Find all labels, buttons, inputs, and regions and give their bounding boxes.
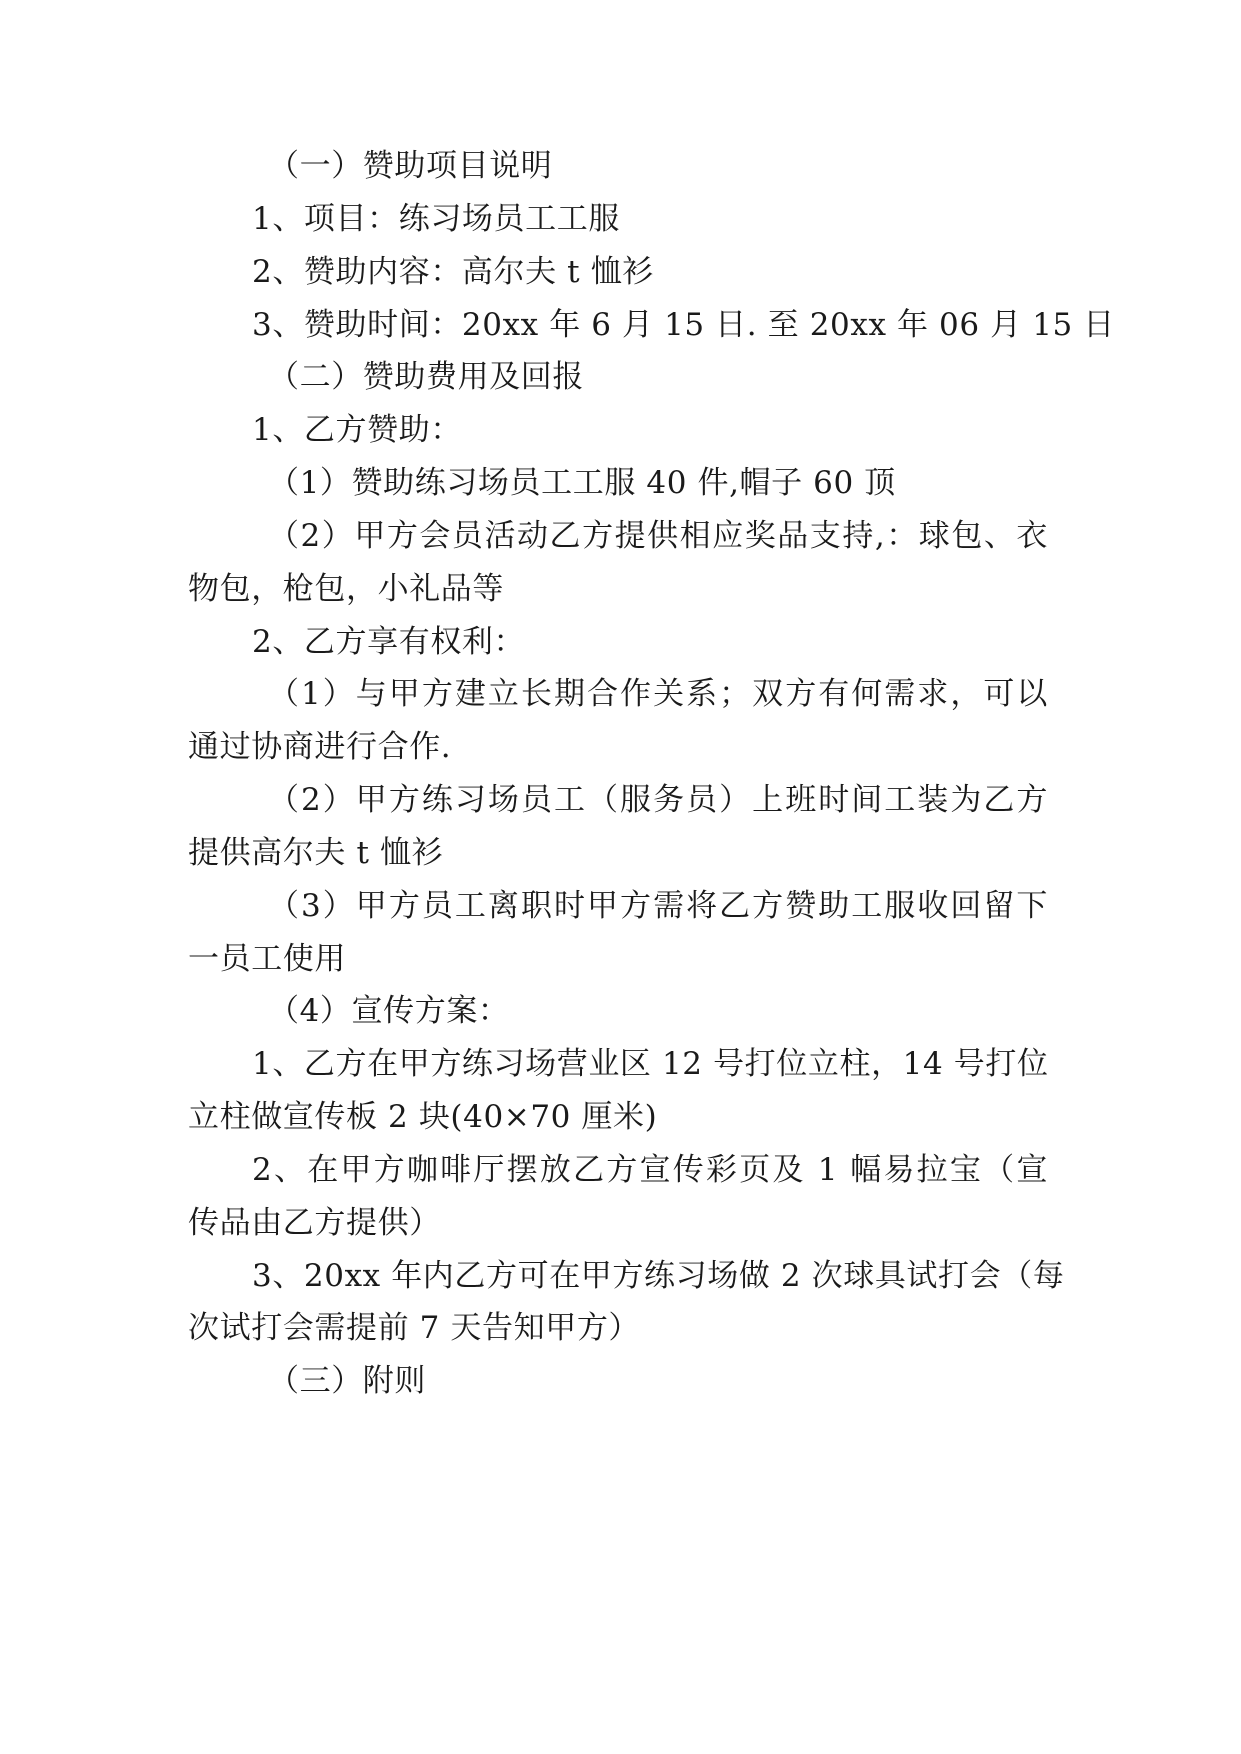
section2-item2-sub3-line2: 一员工使用 — [188, 941, 346, 977]
section2-item2-sub4: （4）宣传方案： — [268, 993, 510, 1029]
section2-item1-sub2-line1: （2）甲方会员活动乙方提供相应奖品支持,：球包、衣 — [268, 518, 1048, 554]
section2-item2-sub3-line1: （3）甲方员工离职时甲方需将乙方赞助工服收回留下 — [268, 888, 1048, 924]
promo2-line2: 传品由乙方提供） — [188, 1205, 441, 1241]
section2-item2-sub2-line2: 提供高尔夫 t 恤衫 — [188, 835, 444, 871]
section1-item2: 2、赞助内容：高尔夫 t 恤衫 — [252, 254, 654, 290]
promo3-line1: 3、20xx 年内乙方可在甲方练习场做 2 次球具试打会（每 — [252, 1258, 1065, 1294]
promo1-line1: 1、乙方在甲方练习场营业区 12 号打位立柱，14 号打位 — [252, 1046, 1049, 1082]
section3-heading: （三）附则 — [268, 1363, 426, 1399]
section2-item2-sub2-line1: （2）甲方练习场员工（服务员）上班时间工装为乙方 — [268, 782, 1048, 818]
section2-heading: （二）赞助费用及回报 — [268, 359, 584, 395]
promo1-line2: 立柱做宣传板 2 块(40×70 厘米) — [188, 1099, 658, 1135]
section2-item1-sub1: （1）赞助练习场员工工服 40 件,帽子 60 顶 — [268, 465, 896, 501]
promo3-line2: 次试打会需提前 7 天告知甲方） — [188, 1310, 641, 1346]
section2-item2-sub1-line2: 通过协商进行合作. — [188, 729, 452, 765]
section1-item1: 1、项目：练习场员工工服 — [252, 201, 620, 237]
section2-item2-sub1-line1: （1）与甲方建立长期合作关系；双方有何需求，可以 — [268, 676, 1048, 712]
section2-item1: 1、乙方赞助： — [252, 412, 462, 448]
section2-item1-sub2-line2: 物包，枪包，小礼品等 — [188, 571, 504, 607]
section2-item2: 2、乙方享有权利： — [252, 624, 526, 660]
section1-item3: 3、赞助时间：20xx 年 6 月 15 日. 至 20xx 年 06 月 15 日 — [252, 307, 1115, 343]
promo2-line1: 2、在甲方咖啡厅摆放乙方宣传彩页及 1 幅易拉宝（宣 — [252, 1152, 1048, 1188]
section1-heading: （一）赞助项目说明 — [268, 148, 553, 184]
